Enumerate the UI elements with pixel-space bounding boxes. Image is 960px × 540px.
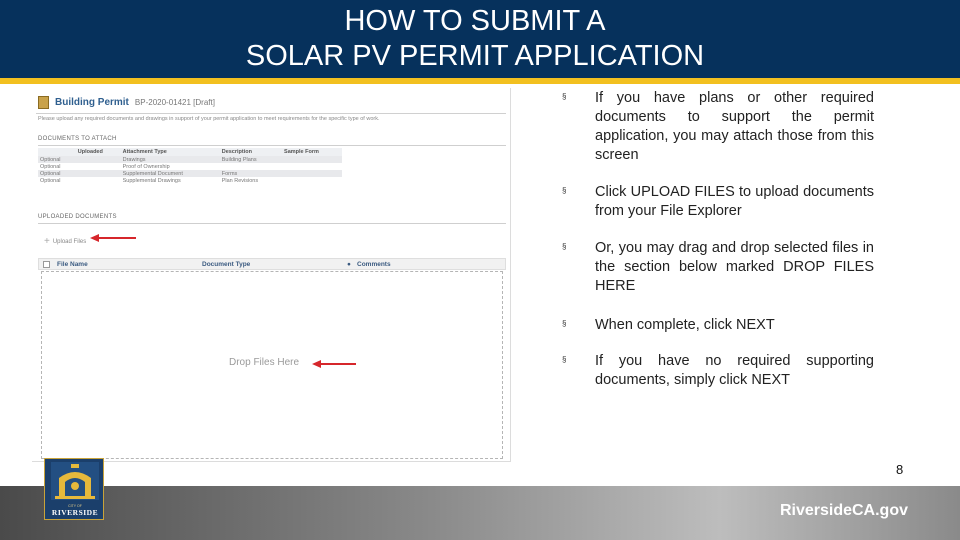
table-row[interactable]: [38, 170, 342, 177]
cell-sample-form: [282, 177, 342, 184]
permit-divider: [36, 113, 506, 114]
cell-attachment-type: Proof of Ownership: [122, 163, 170, 170]
footer-website: RiversideCA.gov: [779, 502, 908, 519]
bullet-mark: §: [562, 92, 567, 101]
bullet-text: Click UPLOAD FILES to upload documents from your File Explorer: [595, 184, 874, 219]
city-logo: [44, 458, 104, 520]
col-uploaded: Uploaded: [76, 148, 121, 156]
bullet-item: [562, 183, 874, 221]
upload-files-label: Upload Files: [52, 238, 87, 245]
title-line-2: SOLAR PV PERMIT APPLICATION: [245, 40, 705, 72]
col-description: Description: [220, 148, 282, 156]
cell-uploaded: [76, 156, 121, 163]
col-attachment-type: Attachment Type: [121, 148, 220, 156]
building-permit-screenshot: [32, 88, 511, 462]
page-number: 8: [896, 462, 904, 477]
permit-header: [38, 94, 215, 110]
cell-uploaded: [76, 170, 121, 177]
annotation-arrow-drop: [312, 359, 358, 369]
slide-title: [0, 4, 950, 74]
bullet-item: [562, 239, 874, 296]
upload-files-button[interactable]: [44, 236, 86, 247]
col-requirement: [38, 148, 76, 156]
cell-attachment-type: Drawings: [121, 156, 220, 163]
cell-uploaded: [76, 163, 121, 170]
bullet-text: When complete, click NEXT: [595, 317, 775, 333]
cell-description: [220, 163, 282, 170]
cell-requirement: Optional: [40, 177, 61, 184]
section-divider: [38, 223, 506, 224]
bullet-mark: §: [562, 242, 567, 251]
permit-instruction: Please upload any required documents and drawings in support of your permit application to meet requirements for the specific type of work.: [38, 116, 380, 122]
table-row[interactable]: [38, 177, 342, 184]
cell-requirement: Optional: [38, 170, 76, 177]
permit-icon: [38, 96, 49, 109]
documents-to-attach-label: DOCUMENTS TO ATTACH: [38, 136, 117, 142]
table-row[interactable]: [38, 156, 342, 163]
attachment-table-header: [38, 148, 342, 156]
cell-description: Forms: [220, 170, 282, 177]
annotation-arrow-upload: [90, 233, 138, 243]
bullet-text: If you have no required supporting documents, simply click NEXT: [595, 353, 874, 388]
cell-attachment-type: Supplemental Drawings: [122, 177, 181, 184]
logo-text: RIVERSIDE: [51, 508, 99, 517]
cell-sample-form: [282, 170, 342, 177]
grid-col-file-name[interactable]: File Name: [57, 261, 88, 268]
cell-attachment-type: Supplemental Document: [121, 170, 220, 177]
bullet-text: Or, you may drag and drop selected files in the section below marked DROP FILES HERE: [595, 240, 874, 294]
bullet-mark: §: [562, 319, 567, 328]
drop-files-text: Drop Files Here: [229, 357, 300, 368]
table-row[interactable]: [38, 163, 342, 170]
permit-title: Building Permit: [55, 96, 129, 108]
cell-description: Building Plans: [220, 156, 282, 163]
uploaded-files-grid-header: [38, 258, 506, 270]
cell-description: Plan Revisions: [221, 177, 259, 184]
col-sample-form: Sample Form: [282, 148, 342, 156]
cell-sample-form: [282, 156, 342, 163]
bullet-mark: §: [562, 186, 567, 195]
plus-icon: +: [44, 236, 50, 247]
bullet-mark: §: [562, 355, 567, 364]
uploaded-documents-label: UPLOADED DOCUMENTS: [38, 214, 117, 220]
cell-requirement: Optional: [38, 156, 76, 163]
mission-bell-icon: [51, 462, 99, 500]
bullet-item: [562, 89, 874, 165]
cell-requirement: Optional: [40, 163, 61, 170]
cell-sample-form: [282, 163, 342, 170]
grid-col-document-type[interactable]: Document Type: [202, 261, 251, 268]
bullet-text: If you have plans or other required documents to support the permit application, you may attach those from this screen: [595, 90, 874, 163]
permit-number: BP-2020-01421 [Draft]: [134, 97, 215, 107]
section-divider: [38, 145, 506, 146]
attachment-table: [38, 148, 342, 184]
select-all-checkbox[interactable]: [43, 261, 50, 268]
bullet-item: [562, 316, 874, 335]
title-line-1: HOW TO SUBMIT A: [344, 5, 606, 37]
logo-subtext: CITY OF: [68, 504, 82, 508]
bullet-item: [562, 352, 874, 390]
cell-uploaded: [76, 177, 121, 184]
comment-icon: ●: [347, 261, 351, 268]
grid-col-comments[interactable]: Comments: [357, 261, 391, 268]
header-gold-rule: [0, 78, 960, 84]
